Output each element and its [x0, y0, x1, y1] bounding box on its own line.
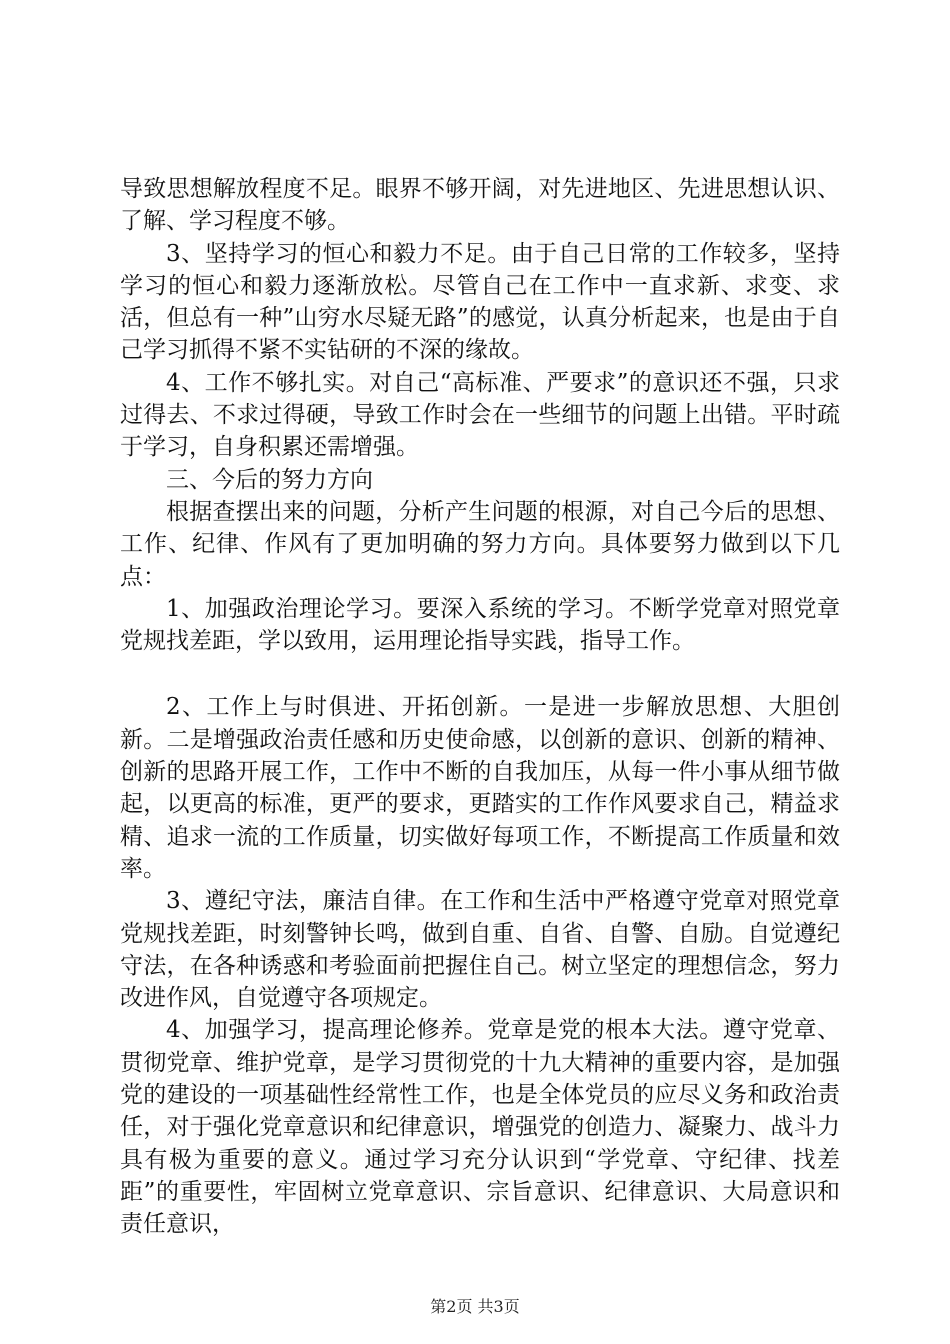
document-body	[120, 173, 840, 1241]
page-number-footer: 第2页 共3页	[430, 1297, 520, 1316]
section-heading-future-direction: 三、今后的努力方向	[166, 466, 373, 493]
paragraph-item-1-political-study: 1、加强政治理论学习。要深入系统的学习。不断学党章对照党章党规找差距，学以致用，运用理论指导实践，指导工作。	[120, 595, 840, 655]
paragraph-item-4-work-solidity: 4、工作不够扎实。对自己“高标准、严要求”的意识还不强，只求过得去、不求过得硬，导致工作时会在一些细节的问题上出错。平时疏于学习，自身积累还需增强。	[120, 369, 840, 461]
paragraph-item-4-theory-study: 4、加强学习，提高理论修养。党章是党的根本大法。遵守党章、贯彻党章、维护党章，是学习贯彻党的十九大精神的重要内容，是加强党的建设的一项基础性经常性工作，也是全体党员的应尽义务和政治责任，对于强化党章意识和纪律意识，增强党的创造力、凝聚力、战斗力具有极为重要的意义。通过学习充分认识到“学党章、守纪律、找差距”的重要性，牢固树立党章意识、宗旨意识、纪律意识、大局意识和责任意识，	[120, 1017, 840, 1238]
paragraph-item-2-innovation: 2、工作上与时俱进、开拓创新。一是进一步解放思想、大胆创新。二是增强政治责任感和历史使命感，以创新的意识、创新的精神、创新的思路开展工作，工作中不断的自我加压，从每一件小事从细节做起，以更高的标准，更严的要求，更踏实的工作作风要求自己，精益求精、追求一流的工作质量，切实做好每项工作，不断提高工作质量和效率。	[120, 694, 840, 882]
paragraph-item-3-discipline: 3、遵纪守法，廉洁自律。在工作和生活中严格遵守党章对照党章党规找差距，时刻警钟长鸣，做到自重、自省、自警、自励。自觉遵纪守法，在各种诱惑和考验面前把握住自己。树立坚定的理想信念，努力改进作风，自觉遵守各项规定。	[120, 888, 840, 1012]
paragraph-intro-future-direction: 根据查摆出来的问题，分析产生问题的根源，对自己今后的思想、工作、纪律、作风有了更加明确的努力方向。具体要努力做到以下几点：	[120, 498, 840, 590]
paragraph-item-3-persistence: 3、坚持学习的恒心和毅力不足。由于自己日常的工作较多，坚持学习的恒心和毅力逐渐放松。尽管自己在工作中一直求新、求变、求活，但总有一种”山穷水尽疑无路”的感觉，认真分析起来，也是由于自己学习抓得不紧不实钻研的不深的缘故。	[120, 240, 840, 364]
paragraph-continuation: 导致思想解放程度不足。眼界不够开阔，对先进地区、先进思想认识、了解、学习程度不够。	[120, 176, 840, 235]
